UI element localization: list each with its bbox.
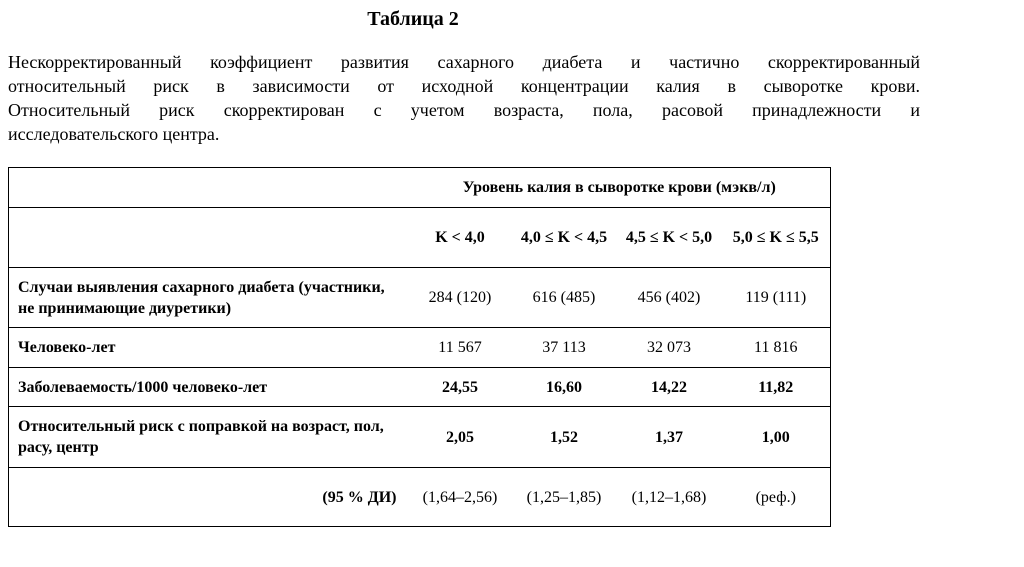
column-header: K < 4,0	[409, 208, 512, 268]
caption-line: относительный риск в зависимости от исходной концентрации калия в сыворотке крови.	[8, 76, 920, 96]
table-cell: 14,22	[617, 368, 722, 407]
table-row	[9, 407, 831, 468]
table-cell: 2,05	[409, 407, 512, 468]
column-header: 5,0 ≤ K ≤ 5,5	[722, 208, 831, 268]
table-cell: 284 (120)	[409, 268, 512, 328]
row-label: Относительный риск с поправкой на возраст, пол, расу, центр	[9, 407, 409, 468]
group-header: Уровень калия в сыворотке крови (мэкв/л)	[409, 168, 831, 208]
table-cell: 1,37	[617, 407, 722, 468]
table-row	[9, 168, 831, 208]
table-cell: 1,00	[722, 407, 831, 468]
table-cell: 16,60	[512, 368, 617, 407]
table-cell: 119 (111)	[722, 268, 831, 328]
table-cell: (1,64–2,56)	[409, 468, 512, 527]
table-cell: 456 (402)	[617, 268, 722, 328]
table-cell: (1,12–1,68)	[617, 468, 722, 527]
table-cell: 11 816	[722, 328, 831, 368]
column-header: 4,0 ≤ K < 4,5	[512, 208, 617, 268]
caption-line: Относительный риск скорректирован с учетом возраста, пола, расовой принадлежности и	[8, 100, 920, 120]
table-cell: 616 (485)	[512, 268, 617, 328]
table-row	[9, 468, 831, 527]
row-label: Случаи выявления сахарного диабета (участники, не принимающие диуретики)	[9, 268, 409, 328]
caption-line: Нескорректированный коэффициент развития сахарного диабета и частично скорректированный	[8, 52, 920, 72]
table-row	[9, 368, 831, 407]
row-label: Человеко-лет	[9, 328, 409, 368]
table-cell: 24,55	[409, 368, 512, 407]
column-header: 4,5 ≤ K < 5,0	[617, 208, 722, 268]
header-empty-cell	[9, 168, 409, 208]
table-row	[9, 208, 831, 268]
table-caption	[8, 50, 920, 146]
table-cell: 11 567	[409, 328, 512, 368]
table-cell: 11,82	[722, 368, 831, 407]
table-cell: 32 073	[617, 328, 722, 368]
header-empty-cell	[9, 208, 409, 268]
potassium-diabetes-table	[8, 167, 831, 527]
table-cell: (реф.)	[722, 468, 831, 527]
row-label: Заболеваемость/1000 человеко-лет	[9, 368, 409, 407]
table-cell: (1,25–1,85)	[512, 468, 617, 527]
table-row	[9, 328, 831, 368]
row-label: (95 % ДИ)	[9, 468, 409, 527]
caption-line: исследовательского центра.	[8, 124, 220, 144]
table-row	[9, 268, 831, 328]
table-title: Таблица 2	[367, 8, 459, 30]
table-cell: 37 113	[512, 328, 617, 368]
table-cell: 1,52	[512, 407, 617, 468]
